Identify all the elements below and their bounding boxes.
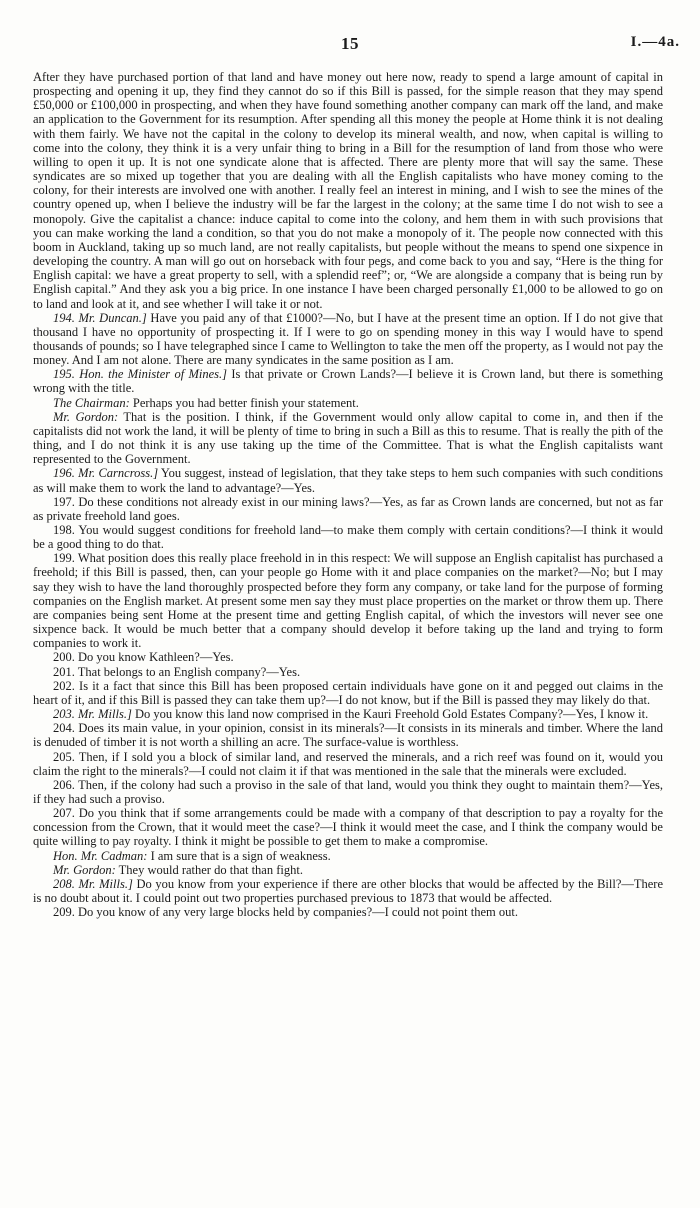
paragraph-text: Is that private or Crown Lands?—I believe it is Crown land, but there is something wrong with the title.	[33, 367, 664, 396]
paragraph-text: After they have purchased portion of that land and have money out here now, ready to spend a large amount of capital in prospecting and opening it up, they find they cannot do so if this Bill is passed, for the simple reason that they may spend £50,000 or £100,000 in prospecting, and when they have found something another company can mark off the land, and make an application to the Government for its resumption. After spending all this money the people at Home think it is not dealing with them fairly. We have not the capital in the colony to develop its mineral wealth, and now, when capital is willing to come into the colony, they think it is a very unfair thing to bring in a Bill for the resumption of land from those who were willing to open it up. It is not one syndicate alone that is affected. There are plenty more that will say the same. These syndicates are so mixed up together that you are dealing with all the English capitalists who have money coming to the colony, for their interests are involved one with another. I really feel an interest in mining, and I wish to see the mines of the country opened up, when I believe the industry will be far the largest in the colony; at the same time I do not wish to see a monopoly. Give the capitalist a chance: induce capital to come into the colony, and hem them in with such provisions that you can make working the land a condition, so that you do not make a monopoly of it. The people now connected with this boom in Auckland, taking up so much land, are not really capitalists, but people without the means to spend one sixpence in developing the country. A man will go out on horseback with four pegs, and come back to you and say, “Here is the thing for English capital: we have a great property to sell, with a splendid reef”; or, “We are alongside a company that is being run by English capital.” And they ask you a big price. In one instance I have been charged personally £1,000 to be allowed to go on to land and look at it, and see whether I will take it or not.	[33, 70, 663, 311]
paragraph	[33, 877, 663, 905]
paragraph-text: 206. Then, if the colony had such a proviso in the sale of that land, would you think they ought to maintain them?—Yes, if they had such a proviso.	[33, 777, 663, 806]
paragraph-text: That is the position. I think, if the Government would only allow capital to come in, and then if the capitalists did not work the land, it will be plenty of time to bring in such a Bill as this to resume. That is really the pith of the thing, and I do not think it is any use taking up the time of the Committee. That is what the English capitalists want represented to the Government.	[33, 409, 664, 467]
paragraph-text: 204. Does its main value, in your opinion, consist in its minerals?—It consists in its minerals and timber. Where the land is denuded of timber it is not worth a shilling an acre. The surface-value is worthless.	[33, 721, 663, 750]
paragraph-text: You suggest, instead of legislation, that they take steps to hem such companies with such conditions as will make them to work the land to advantage?—Yes.	[33, 466, 663, 495]
paragraph	[33, 495, 663, 523]
paragraph-text: 200. Do you know Kathleen?—Yes.	[53, 650, 234, 665]
paragraph	[33, 523, 663, 551]
paragraph-text: Perhaps you had better finish your statement.	[132, 395, 359, 410]
paragraph	[33, 410, 663, 467]
paragraph-text: Have you paid any of that £1000?—No, but I have at the present time an option. If I do not give that thousand I have no opportunity of prospecting it. If I were to go on spending money in this way I would have to spend thousands of pounds; so I have telegraphed since I came to Wellington to take the men off the property, as I would not pay the money. And I am not alone. There are many syndicates in the same position as I am.	[33, 310, 664, 368]
paragraph	[33, 679, 663, 707]
paragraph	[33, 721, 663, 749]
paragraph-text: Do you know from your experience if there are other blocks that would be affected by the Bill?—There is no doubt about it. I could point out two properties purchased previous to 1873 that would be affected.	[33, 876, 664, 906]
speaker-label: Mr. Gordon:	[53, 862, 116, 877]
paragraph	[33, 849, 663, 863]
paragraph	[33, 778, 663, 806]
paragraph-text: 207. Do you think that if some arrangements could be made with a company of that description to pay a royalty for the concession from the Crown, that it would meet the case?—I think it would meet the case, and I think the company would be quite willing to pay royalty. I think it might be possible to get them to make a compromise.	[33, 806, 663, 849]
paragraph	[33, 650, 663, 664]
speaker-label: The Chairman:	[53, 395, 130, 410]
paragraph	[33, 367, 663, 395]
speaker-label: 195. Hon. the Minister of Mines.]	[53, 367, 228, 382]
speaker-label: 194. Mr. Duncan.]	[53, 310, 147, 325]
paragraph	[33, 70, 663, 311]
paragraph-text: I am sure that is a sign of weakness.	[150, 848, 331, 863]
paragraph-text: 197. Do these conditions not already exist in our mining laws?—Yes, as far as Crown lands are concerned, but not as far as private freehold land goes.	[33, 494, 663, 523]
page-number: 15	[341, 34, 359, 53]
document-body	[33, 70, 663, 919]
document-reference: I.—4a.	[630, 34, 680, 50]
speaker-label: Hon. Mr. Cadman:	[53, 848, 148, 863]
paragraph-text: They would rather do that than fight.	[118, 862, 303, 877]
speaker-label: 203. Mr. Mills.]	[53, 707, 132, 722]
paragraph	[33, 806, 663, 848]
paragraph	[33, 311, 663, 368]
paragraph	[33, 551, 663, 650]
speaker-label: Mr. Gordon:	[53, 409, 119, 424]
paragraph	[33, 665, 663, 679]
paragraph-text: 209. Do you know of any very large blocks held by companies?—I could not point them out.	[53, 905, 518, 920]
speaker-label: 208. Mr. Mills.]	[53, 876, 133, 891]
paragraph-text: 205. Then, if I sold you a block of similar land, and reserved the minerals, and a rich reef was found on it, would you claim the right to the minerals?—I could not claim it if that was mentioned in the sale that the minerals were excluded.	[33, 749, 663, 778]
paragraph	[33, 396, 663, 410]
paragraph-text: 199. What position does this really place freehold in in this respect: We will suppose an English capitalist has purchased a freehold; if this Bill is passed, then, can your people go Home with it and place companies on the market?—No; but I may say they wish to have the land thoroughly prospected before they form any company, or take land for the purpose of forming companies on the English market. At present some men say they must place properties on the market or throw them up. There are companies being sent Home at the present time and getting English capital, of which the investors will never see one sixpence back. It would be much better that a company should develop it before taking up the land and trying to form companies to work it.	[33, 551, 663, 651]
paragraph	[33, 905, 663, 919]
paragraph	[33, 466, 663, 494]
paragraph-text: 202. Is it a fact that since this Bill has been proposed certain individuals have gone on it and pegged out claims in the heart of it, and if this Bill is passed they can take them up?—I do not know, but if the Bill is passed they may likely do that.	[33, 678, 663, 707]
speaker-label: 196. Mr. Carncross.]	[53, 466, 159, 481]
paragraph-text: 201. That belongs to an English company?—Yes.	[53, 664, 301, 679]
paragraph	[33, 750, 663, 778]
paragraph	[33, 707, 663, 721]
paragraph-text: Do you know this land now comprised in the Kauri Freehold Gold Estates Company?—Yes, I know it.	[134, 707, 649, 722]
paragraph	[33, 863, 663, 877]
paragraph-text: 198. You would suggest conditions for freehold land—to make them comply with certain conditions?—I think it would be a good thing to do that.	[33, 523, 663, 552]
page-header	[0, 34, 700, 54]
